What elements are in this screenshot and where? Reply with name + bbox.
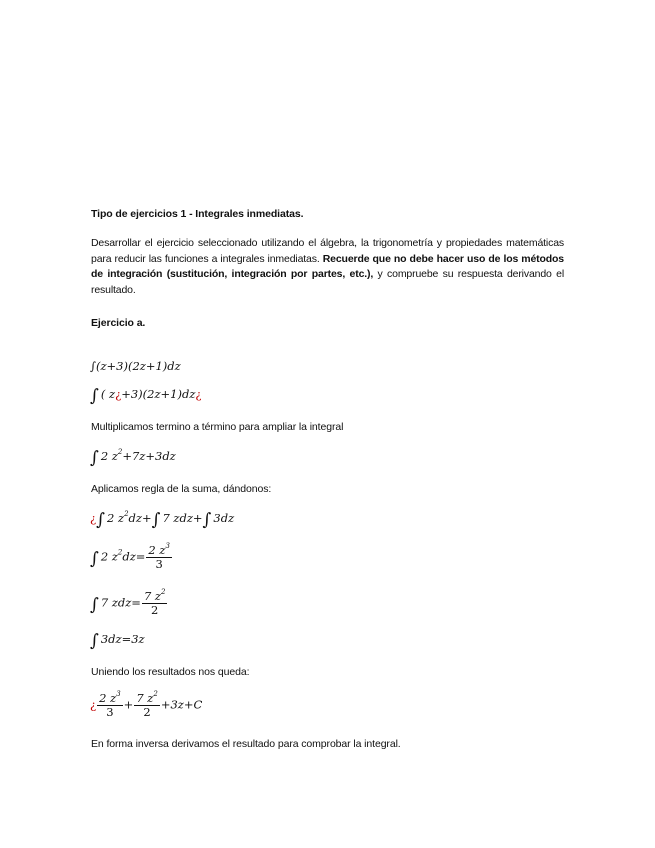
eq4-part-a: 2 z — [107, 511, 125, 525]
equation-rewritten — [90, 386, 202, 404]
instructions-text-1: Desarrollar el ejercicio seleccionado utilizando el álgebra, la trigonometría y propiedades matemáticas para reducir las funciones a integrales inmediatas. — [91, 237, 564, 265]
integral-sign-icon: ∫ — [96, 510, 106, 530]
eq7-text: 3dz=3z — [100, 632, 145, 646]
eq8-numerator-1: 2 z — [99, 691, 117, 705]
integral-sign-icon: ∫ — [90, 548, 99, 569]
eq5-lhs: 2 z — [100, 549, 118, 564]
eq2-inverted-question-2: ¿ — [195, 387, 202, 401]
step-sum-rule: Aplicamos regla de la suma, dándonos: — [91, 483, 272, 495]
eq8-numerator-1-exponent: 3 — [116, 690, 121, 698]
equation-expanded — [90, 448, 176, 466]
eq2-part-b: +3)(2z+1)dz — [121, 387, 196, 401]
instructions-text-bold: Recuerde que no debe hacer uso de los métodos de integración (sustitución, integración por partes, etc.), — [91, 252, 565, 280]
instructions-paragraph — [91, 236, 564, 298]
eq4-inverted-question: ¿ — [90, 511, 97, 525]
integral-sign-icon: ∫ — [90, 631, 99, 651]
step-joining: Uniendo los resultados nos queda: — [91, 666, 250, 678]
eq4-part-b: dz+ — [128, 511, 152, 525]
eq5-fraction — [146, 544, 172, 571]
eq3-part-a: 2 z — [100, 449, 118, 463]
equation-result — [90, 692, 202, 719]
equation-integral-2 — [90, 590, 168, 617]
eq5-lhs-tail: dz= — [122, 549, 146, 564]
eq8-inverted-question: ¿ — [90, 697, 97, 712]
eq3-exponent: 2 — [117, 448, 123, 456]
integral-sign-icon: ∫ — [90, 386, 99, 406]
exercise-title: Ejercicio a. — [91, 317, 146, 329]
section-heading: Tipo de ejercicios 1 - Integrales inmediatas. — [91, 208, 304, 220]
eq6-denominator: 2 — [151, 603, 159, 617]
eq6-fraction — [142, 590, 168, 617]
integral-sign-icon: ∫ — [90, 594, 99, 615]
equation-sum-split — [90, 510, 234, 528]
eq8-denominator-2: 2 — [143, 705, 151, 719]
eq6-numerator-exponent: 2 — [160, 588, 166, 596]
equation-original — [90, 358, 181, 374]
eq5-numerator-exponent: 3 — [165, 542, 170, 550]
eq8-denominator-1: 3 — [106, 705, 114, 719]
eq5-lhs-exponent: 2 — [117, 548, 123, 557]
eq2-inverted-question: ¿ — [115, 387, 122, 401]
eq4-part-d: 3dz — [213, 511, 235, 525]
integral-sign-icon: ∫ — [202, 510, 212, 530]
eq5-denominator: 3 — [155, 557, 163, 571]
eq8-plus: + — [123, 697, 134, 712]
eq6-lhs: 7 zdz= — [100, 595, 141, 610]
equation-integral-1 — [90, 544, 173, 571]
eq2-part-a: ( z — [100, 387, 116, 401]
eq3-part-b: +7z+3dz — [122, 449, 176, 463]
integral-sign-icon: ∫ — [151, 510, 161, 530]
eq8-numerator-2-exponent: 2 — [153, 690, 158, 698]
step-inverse: En forma inversa derivamos el resultado para comprobar la integral. — [91, 738, 401, 750]
eq8-fraction-1 — [97, 692, 123, 719]
eq4-part-c: 7 zdz+ — [162, 511, 203, 525]
eq8-fraction-2 — [134, 692, 160, 719]
eq5-numerator: 2 z — [148, 543, 166, 557]
integral-sign-icon: ∫ — [90, 448, 99, 468]
eq8-numerator-2: 7 z — [136, 691, 154, 705]
eq4-exponent: 2 — [124, 510, 129, 518]
step-multiply: Multiplicamos termino a término para ampliar la integral — [91, 421, 344, 433]
equation-integral-3 — [90, 631, 145, 649]
instructions-text-2: y compruebe su respuesta derivando el resultado. — [91, 268, 564, 296]
eq6-numerator: 7 z — [143, 589, 161, 603]
equation-original-text: ∫(z+3)(2z+1)dz — [90, 359, 181, 373]
eq8-tail: +3z+C — [160, 697, 203, 712]
